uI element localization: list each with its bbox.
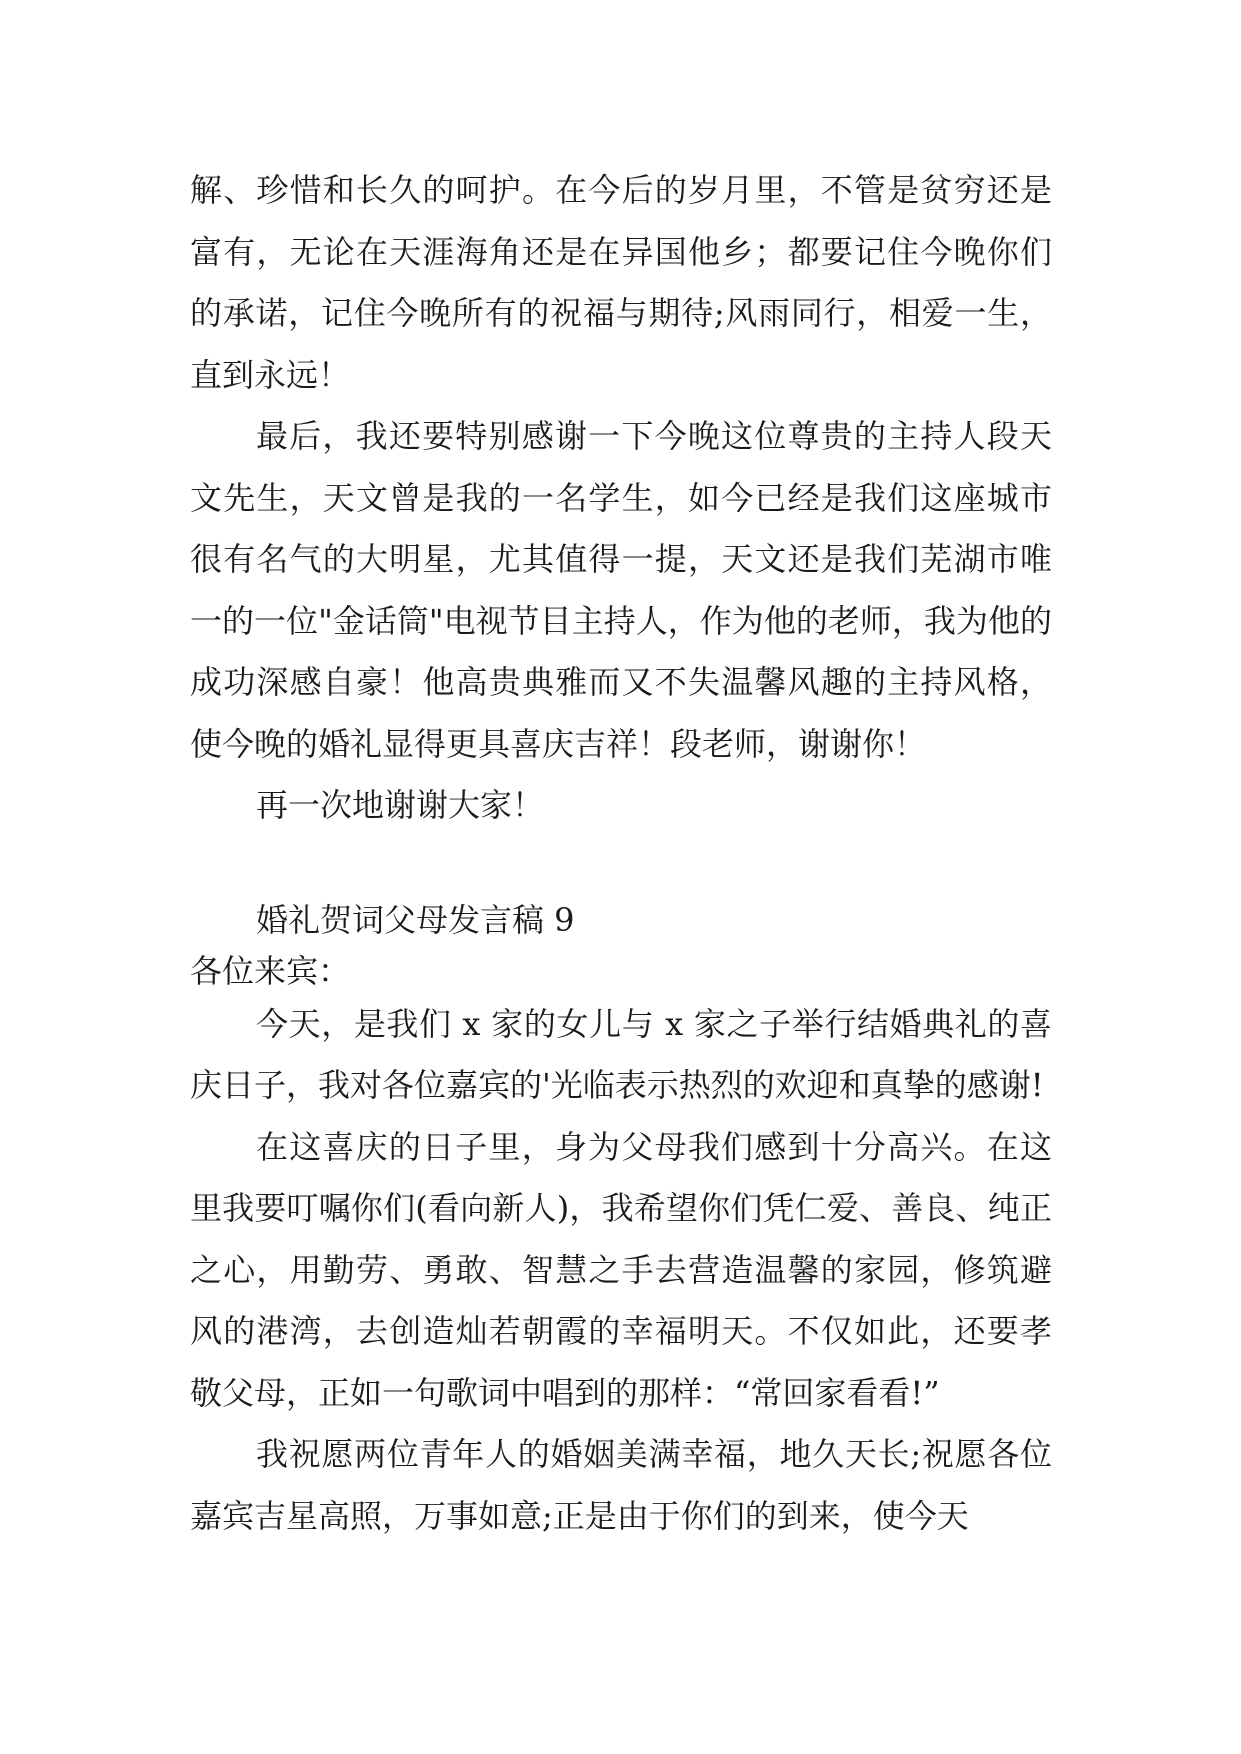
exhortation-paragraph: 在这喜庆的日子里，身为父母我们感到十分高兴。在这里我要叮嘱你们(看向新人)，我希望你们凭仁爱、善良、纯正之心，用勤劳、勇敢、智慧之手去营造温馨的家园，修筑避风的港湾，去创造灿若朝霞的幸福明天。不仅如此，还要孝敬父母，正如一句歌词中唱到的那样：“常回家看看!” (190, 1127, 1052, 1412)
salutation: 各位来宾： (190, 951, 351, 990)
thanks-host-paragraph: 最后，我还要特别感谢一下今晚这位尊贵的主持人段天文先生，天文曾是我的一名学生，如今已经是我们这座城市很有名气的大明星，尤其值得一提，天文还是我们芜湖市唯一的一位"金话筒"电视节目主持人，作为他的老师，我为他的成功深感自豪！他高贵典雅而又不失温馨风趣的主持风格，使今晚的婚礼显得更具喜庆吉祥！段老师，谢谢你！ (190, 417, 1052, 763)
continuation-paragraph: 解、珍惜和长久的呵护。在今后的岁月里，不管是贫穷还是富有，无论在天涯海角还是在异国他乡；都要记住今晚你们的承诺，记住今晚所有的祝福与期待;风雨同行，相爱一生，直到永远！ (190, 171, 1052, 394)
section-title: 婚礼贺词父母发言稿 9 (256, 900, 575, 939)
blessing-paragraph: 我祝愿两位青年人的婚姻美满幸福，地久天长;祝愿各位嘉宾吉星高照，万事如意;正是由于你们的到来，使今天 (190, 1435, 1052, 1535)
thanks-all-paragraph: 再一次地谢谢大家！ (256, 786, 545, 824)
section-gap (190, 837, 1052, 893)
welcome-paragraph: 今天，是我们 x 家的女儿与 x 家之子举行结婚典礼的喜庆日子，我对各位嘉宾的'光临表示热烈的欢迎和真挚的感谢! (190, 1004, 1052, 1104)
text-column (190, 160, 1052, 1547)
